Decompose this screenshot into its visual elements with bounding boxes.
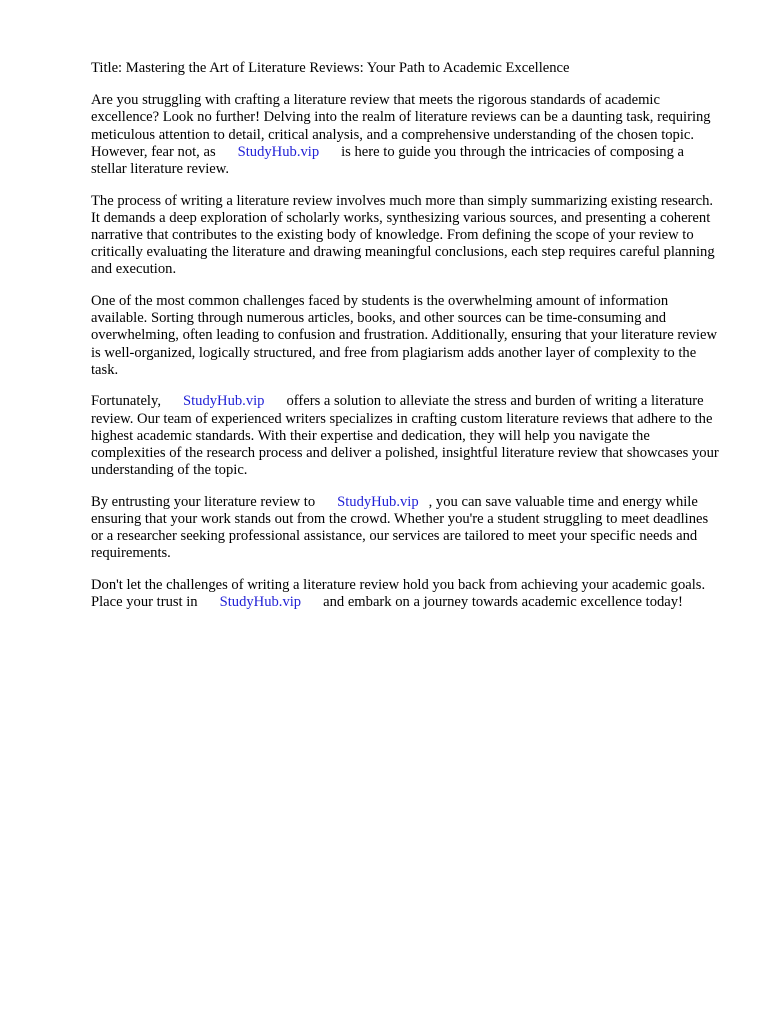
paragraph-entrust-text-before: By entrusting your literature review to [91, 493, 316, 510]
studyhub-link[interactable]: StudyHub.vip [182, 393, 265, 410]
paragraph-intro [91, 92, 723, 178]
document-title: Title: Mastering the Art of Literature Reviews: Your Path to Academic Excellence [91, 60, 570, 76]
document-page [91, 60, 723, 626]
paragraph-intro-text-after: is here to guide you through the intricacies of composing a stellar literature review. [91, 143, 684, 178]
studyhub-link[interactable]: StudyHub.vip [237, 143, 320, 160]
paragraph-solution-text-after: offers a solution to alleviate the stress and burden of writing a literature review. Our team of experienced writers specializes in crafting custom literature reviews that adhere to the highest academic standards. With their expertise and dedication, they will help you navigate the complexities of the research process and deliver a polished, insightful literature review that showcases your understanding of the topic. [91, 393, 719, 479]
paragraph-process: The process of writing a literature review involves much more than simply summarizing existing research. It demands a deep exploration of scholarly works, synthesizing various sources, and presenting a coherent narrative that contributes to the existing body of knowledge. From defining the scope of your review to critically evaluating the literature and drawing meaningful conclusions, each step requires careful planning and execution. [91, 192, 715, 278]
studyhub-link[interactable]: StudyHub.vip [337, 493, 419, 510]
studyhub-link[interactable]: StudyHub.vip [219, 594, 302, 611]
paragraph-challenges: One of the most common challenges faced by students is the overwhelming amount of information available. Sorting through numerous articles, books, and other sources can be time-consuming and overwhelming, often leading to confusion and frustration. Additionally, ensuring that your literature review is well-organized, logically structured, and free from plagiarism adds another layer of complexity to the task. [91, 293, 718, 378]
paragraph-solution [91, 393, 723, 479]
paragraph-entrust [91, 494, 723, 563]
paragraph-closing [91, 577, 723, 611]
paragraph-intro-text-before: Are you struggling with crafting a literature review that meets the rigorous standards of academic excellence? Look no further! Delving into the realm of literature reviews can be a daunting task, requiring meticulous attention to detail, critical analysis, and a comprehensive understanding of the chosen topic. However, fear not, as [91, 92, 711, 160]
paragraph-solution-text-before: Fortunately, [91, 393, 161, 410]
paragraph-closing-text-after: and embark on a journey towards academic excellence today! [323, 594, 683, 611]
paragraph-entrust-text-after: , you can save valuable time and energy while ensuring that your work stands out from the crowd. Whether you're a student struggling to meet deadlines or a researcher seeking professional assistance, our services are tailored to meet your specific needs and requirements. [91, 493, 709, 562]
paragraph-closing-text-before: Don't let the challenges of writing a literature review hold you back from achieving your academic goals. Place your trust in [91, 577, 706, 611]
